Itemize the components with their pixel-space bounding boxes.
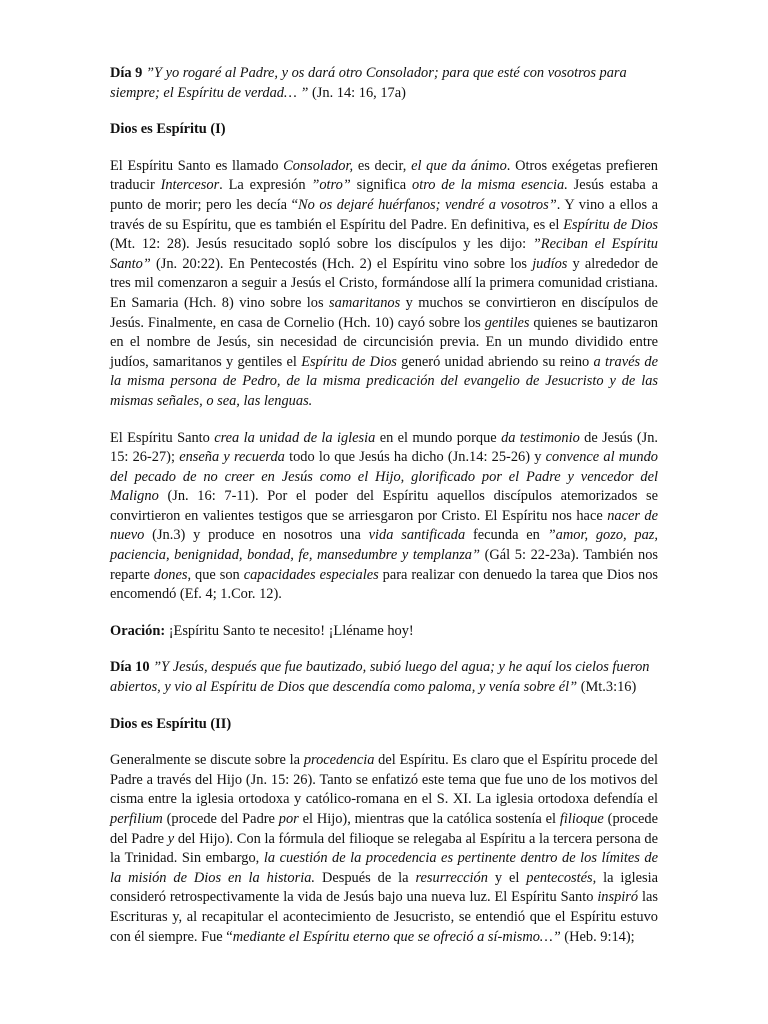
text-run: para realizar con denuedo la tarea que Dios nos encomendó (Ef. 4; 1.Cor. 12). <box>110 566 658 603</box>
text-run: nacer de nuevo <box>110 507 658 544</box>
text-run: significa <box>350 177 412 194</box>
text-run: (Gál 5: 22-23a). También nos reparte <box>110 547 658 583</box>
text-run: . Y vino a ellos a través de su Espíritu, que es también el Espíritu del Padre. En definitiva, es el <box>110 196 659 233</box>
day-10-entry <box>110 658 658 697</box>
text-run: judíos <box>532 255 568 272</box>
paragraph-1 <box>110 157 658 412</box>
day-10-reference: (Mt.3:16) <box>577 679 637 696</box>
text-run: enseña y recuerda <box>179 449 285 466</box>
text-run: de Jesús (Jn. 15: 26-27); <box>110 429 659 466</box>
text-run: ”amor, gozo, paz, paciencia, benignidad, bondad, fe, mansedumbre y templanza” <box>110 527 658 564</box>
text-run: y <box>167 830 175 847</box>
text-run: mediante el Espíritu eterno que se ofreció a sí-mismo…” <box>232 928 561 945</box>
text-run: las Escrituras y, al recapitular el acontecimiento de Jesucristo, se entendió que el Espíritu estuvo con él siempre. Fue “ <box>110 889 658 945</box>
text-run: da testimonio <box>501 429 580 446</box>
day-10-quote: ”Y Jesús, después que fue bautizado, subió luego del agua; y he aquí los cielos fueron abiertos, y vio al Espíritu de Dios que descendía como paloma, y venía sobre él” <box>110 659 650 696</box>
text-run: la iglesia consideró retrospectivamente la vida de Jesús bajo una nueva luz. El Espíritu Santo <box>110 869 658 906</box>
day-9-entry <box>110 64 658 103</box>
text-run: en el mundo porque <box>375 429 502 446</box>
text-run: del Hijo). Con la fórmula del filioque se relegaba al Espíritu a la tercera persona de la Trinidad. Sin embargo, <box>110 830 658 867</box>
text-run: Jesús estaba a punto de morir; pero les decía “ <box>110 177 658 213</box>
day-9-label: Día 9 <box>110 65 143 81</box>
text-run: y muchos se convirtieron en discípulos de Jesús. Finalmente, en casa de Cornelio (Hch. 10) cayó sobre los <box>110 294 658 331</box>
text-run: El Espíritu Santo es llamado <box>110 157 284 174</box>
section-heading-1: Dios es Espíritu (I) <box>110 121 226 138</box>
text-run: No os dejaré huérfanos; vendré a vosotros” <box>298 196 557 213</box>
prayer-label: Oración: <box>110 622 166 639</box>
text-run: gentiles <box>484 314 530 331</box>
section-heading-2: Dios es Espíritu (II) <box>110 715 232 732</box>
paragraph-3 <box>110 751 658 947</box>
text-run: Espíritu de Dios <box>563 216 658 233</box>
text-run: samaritanos <box>329 294 401 311</box>
text-run: capacidades especiales <box>243 566 379 583</box>
text-run: (Jn. 20:22). En Pentecostés (Hch. 2) el Espíritu vino sobre los <box>150 255 533 272</box>
text-run: (Jn. 16: 7-11). Por el poder del Espíritu aquellos discípulos atemorizados se convirtieron en valientes testigos que se arriesgaron por Cristo. El Espíritu nos hace <box>110 488 658 524</box>
text-run: filioque <box>559 811 604 827</box>
text-run: procedencia <box>303 752 375 769</box>
text-run: ”Reciban el Espíritu Santo” <box>110 236 658 272</box>
text-run: el Hijo), mientras que la católica sostenía el <box>298 811 560 827</box>
text-run: quienes se bautizaron en el nombre de Jesús, sin necesidad de circuncisión previa. En un mundo dividido entre judíos, samaritanos y gentiles el <box>110 314 658 370</box>
text-run: resurrección <box>415 869 488 886</box>
text-run: Espíritu de Dios <box>301 353 397 370</box>
text-run: el que da ánimo <box>411 157 507 174</box>
text-run: . La expresión <box>219 177 312 194</box>
text-run: crea la unidad de la iglesia <box>214 429 376 446</box>
text-run: inspiró <box>597 889 639 906</box>
prayer-text: ¡Espíritu Santo te necesito! ¡Lléname hoy! <box>165 622 414 639</box>
text-run: del Espíritu. Es claro que el Espíritu procede del Padre a través del Hijo (Jn. 15: 26). Tanto se enfatizó este tema que fue uno de los motivos del cisma entre la iglesia ortodoxa y católico-romana en el S. XI. La iglesia ortodoxa defendía el <box>110 752 658 808</box>
paragraph-2 <box>110 429 658 605</box>
text-run: . Otros exégetas prefieren traducir <box>110 157 659 194</box>
text-run: la cuestión de la procedencia es pertinente dentro de los límites de la misión de Dios en la historia. <box>110 850 658 886</box>
text-run: fecunda en <box>465 527 548 544</box>
day-9-reference: (Jn. 14: 16, 17a) <box>308 84 406 101</box>
text-run: es decir, <box>353 157 412 174</box>
text-run: vida santificada <box>368 527 466 544</box>
text-run: dones <box>153 566 188 583</box>
text-run: (procede del Padre <box>110 811 658 847</box>
day-9-quote: ”Y yo rogaré al Padre, y os dará otro Consolador; para que esté con vosotros para siempre; el Espíritu de verdad… ” <box>110 65 627 101</box>
day-10-label: Día 10 <box>110 659 150 676</box>
text-run: pentecostés, <box>526 869 597 886</box>
text-run: Después de la <box>315 869 416 886</box>
text-run: y el <box>487 869 527 886</box>
text-run: (Jn.3) y produce en nosotros una <box>144 527 369 544</box>
text-run: ”otro” <box>311 177 351 194</box>
text-run: (Heb. 9:14); <box>560 928 635 945</box>
prayer-line <box>110 622 658 642</box>
text-run: (procede del Padre <box>162 811 279 827</box>
text-run: , que son <box>187 566 244 583</box>
text-run: (Mt. 12: 28). Jesús resucitado sopló sobre los discípulos y les dijo: <box>110 236 533 253</box>
text-run: Generalmente se discute sobre la <box>110 752 304 769</box>
text-run: perfilium <box>110 811 163 827</box>
text-run: Consolador, <box>283 157 354 174</box>
text-run: otro de la misma esencia. <box>412 177 568 194</box>
text-run: generó unidad abriendo su reino <box>396 353 594 370</box>
text-run: El Espíritu Santo <box>110 429 215 446</box>
text-run: y alrededor de tres mil comenzaron a seguir a Jesús el Cristo, formándose allí la primera comunidad cristiana. En Samaria (Hch. 8) vino sobre los <box>110 255 658 311</box>
text-run: por <box>278 811 299 827</box>
text-run: convence al mundo del pecado de no creer en Jesús como el Hijo, glorificado por el Padre y vencedor del Maligno <box>110 449 658 505</box>
text-run: todo lo que Jesús ha dicho (Jn.14: 25-26) y <box>284 449 546 466</box>
text-run: a través de la misma persona de Pedro, de la misma predicación del evangelio de Jesucristo y de las mismas señales, o sea, las lenguas. <box>110 353 658 409</box>
text-run: Intercesor <box>160 177 220 194</box>
